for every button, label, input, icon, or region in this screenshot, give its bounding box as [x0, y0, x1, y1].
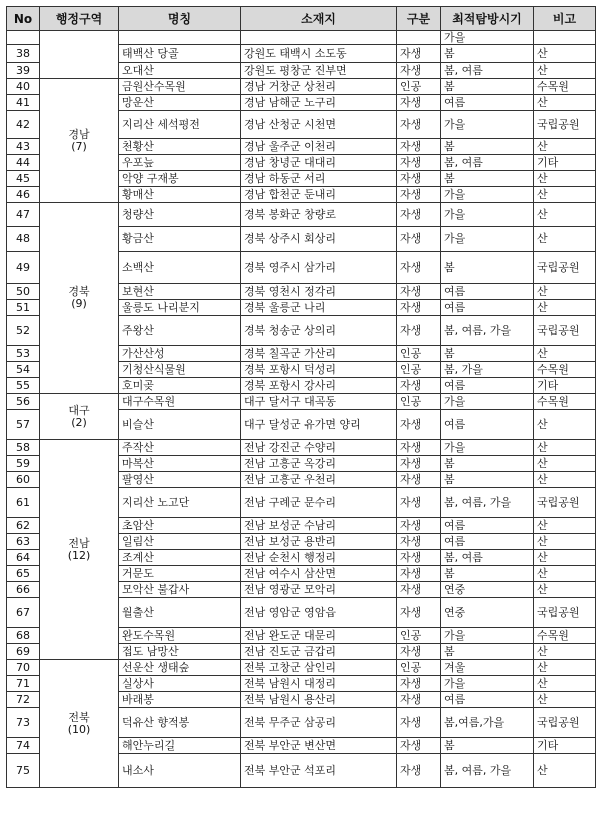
- place-location: 전남 고흥군 우천리: [241, 472, 397, 488]
- place-note: 산: [534, 227, 596, 252]
- place-name: 황매산: [119, 187, 241, 203]
- region-cell: [40, 203, 119, 394]
- place-name: 완도수목원: [119, 628, 241, 644]
- best-season: 여름: [441, 378, 534, 394]
- place-type: 자생: [397, 316, 441, 346]
- header-no: No: [7, 7, 40, 31]
- table-row: [7, 660, 596, 676]
- place-name: 모악산 불갑사: [119, 582, 241, 598]
- place-note: 기타: [534, 378, 596, 394]
- place-type: 자생: [397, 754, 441, 788]
- place-name: 바래봉: [119, 692, 241, 708]
- place-name: 선운산 생태숲: [119, 660, 241, 676]
- place-location: 경북 포항시 강사리: [241, 378, 397, 394]
- region-cell: [40, 660, 119, 788]
- place-type: 자생: [397, 566, 441, 582]
- place-name: 금원산수목원: [119, 79, 241, 95]
- place-location: 경북 포항시 덕성리: [241, 362, 397, 378]
- place-note: 수목원: [534, 362, 596, 378]
- place-type: 자생: [397, 155, 441, 171]
- region-cell: [40, 79, 119, 203]
- place-name: 망운산: [119, 95, 241, 111]
- row-no: 44: [7, 155, 40, 171]
- place-location: 경북 영천시 정각리: [241, 284, 397, 300]
- place-type: 자생: [397, 582, 441, 598]
- place-name: 주왕산: [119, 316, 241, 346]
- place-location: 대구 달성군 유가면 양리: [241, 410, 397, 440]
- place-type: 자생: [397, 252, 441, 284]
- place-location: 전남 순천시 행정리: [241, 550, 397, 566]
- place-name: 내소사: [119, 754, 241, 788]
- best-season: 봄: [441, 472, 534, 488]
- place-note: 국립공원: [534, 488, 596, 518]
- region-cell: [40, 31, 119, 79]
- row-no: 58: [7, 440, 40, 456]
- place-type: 자생: [397, 227, 441, 252]
- place-name: 실상사: [119, 676, 241, 692]
- place-location: 경남 울주군 이천리: [241, 139, 397, 155]
- place-name: 천황산: [119, 139, 241, 155]
- region-count: (12): [67, 548, 91, 562]
- place-note: 산: [534, 644, 596, 660]
- row-no: 55: [7, 378, 40, 394]
- header-note: 비고: [534, 7, 596, 31]
- place-type: 자생: [397, 45, 441, 63]
- row-no: 70: [7, 660, 40, 676]
- header-location: 소재지: [241, 7, 397, 31]
- row-no: 75: [7, 754, 40, 788]
- best-season: 봄, 가을: [441, 362, 534, 378]
- row-no: 50: [7, 284, 40, 300]
- best-season: 봄: [441, 566, 534, 582]
- row-no: 47: [7, 203, 40, 227]
- place-note: 산: [534, 440, 596, 456]
- place-name: 우포늪: [119, 155, 241, 171]
- place-name: 악양 구재봉: [119, 171, 241, 187]
- place-location: 경북 영주시 삼가리: [241, 252, 397, 284]
- place-name: 비슬산: [119, 410, 241, 440]
- place-note: 산: [534, 300, 596, 316]
- place-type: 자생: [397, 139, 441, 155]
- place-name: 조계산: [119, 550, 241, 566]
- place-type: 자생: [397, 95, 441, 111]
- place-name: 해안누리길: [119, 738, 241, 754]
- place-type: 인공: [397, 346, 441, 362]
- place-note: 산: [534, 534, 596, 550]
- row-no: 72: [7, 692, 40, 708]
- place-name: 팔영산: [119, 472, 241, 488]
- best-season: 여름: [441, 534, 534, 550]
- row-no: 59: [7, 456, 40, 472]
- place-note: 산: [534, 63, 596, 79]
- place-name: 주작산: [119, 440, 241, 456]
- best-season: 봄, 여름: [441, 155, 534, 171]
- row-no: 39: [7, 63, 40, 79]
- region-label: 대구: [68, 403, 90, 417]
- place-note: [534, 31, 596, 45]
- place-name: 울릉도 나리분지: [119, 300, 241, 316]
- row-no: 51: [7, 300, 40, 316]
- table-row: [7, 440, 596, 456]
- best-season: 봄: [441, 456, 534, 472]
- best-season: 가을: [441, 31, 534, 45]
- place-location: 전남 여수시 삼산면: [241, 566, 397, 582]
- region-count: (10): [67, 722, 91, 736]
- place-name: 거문도: [119, 566, 241, 582]
- row-no: 73: [7, 708, 40, 738]
- row-no: 52: [7, 316, 40, 346]
- best-season: 봄: [441, 738, 534, 754]
- row-no: 74: [7, 738, 40, 754]
- row-no: 71: [7, 676, 40, 692]
- row-no: 56: [7, 394, 40, 410]
- place-note: 산: [534, 676, 596, 692]
- place-note: 산: [534, 456, 596, 472]
- place-name: 월출산: [119, 598, 241, 628]
- place-location: 경북 상주시 회상리: [241, 227, 397, 252]
- best-season: 봄: [441, 79, 534, 95]
- place-type: 자생: [397, 456, 441, 472]
- place-type: 자생: [397, 187, 441, 203]
- place-type: 인공: [397, 362, 441, 378]
- place-location: 전남 강진군 수양리: [241, 440, 397, 456]
- place-location: 전북 부안군 변산면: [241, 738, 397, 754]
- place-note: 수목원: [534, 628, 596, 644]
- place-note: 산: [534, 284, 596, 300]
- best-season: 봄: [441, 644, 534, 660]
- place-name: 덕유산 향적봉: [119, 708, 241, 738]
- best-season: 여름: [441, 95, 534, 111]
- table-row: [7, 31, 596, 45]
- place-location: 강원도 태백시 소도동: [241, 45, 397, 63]
- place-location: 경남 산청군 시천면: [241, 111, 397, 139]
- place-type: 자생: [397, 410, 441, 440]
- row-no: 69: [7, 644, 40, 660]
- row-no: 65: [7, 566, 40, 582]
- place-type: 자생: [397, 203, 441, 227]
- place-type: 자생: [397, 598, 441, 628]
- place-type: 자생: [397, 440, 441, 456]
- place-type: 자생: [397, 300, 441, 316]
- best-season: 가을: [441, 676, 534, 692]
- place-location: 전남 보성군 용반리: [241, 534, 397, 550]
- place-location: 경남 합천군 둔내리: [241, 187, 397, 203]
- place-name: 청량산: [119, 203, 241, 227]
- row-no: 57: [7, 410, 40, 440]
- place-location: 전북 남원시 용산리: [241, 692, 397, 708]
- row-no: [7, 31, 40, 45]
- row-no: 68: [7, 628, 40, 644]
- place-note: 산: [534, 45, 596, 63]
- place-type: 자생: [397, 378, 441, 394]
- best-season: 봄: [441, 346, 534, 362]
- row-no: 49: [7, 252, 40, 284]
- region-count: (2): [71, 415, 87, 429]
- best-season: 가을: [441, 187, 534, 203]
- place-note: 산: [534, 566, 596, 582]
- best-season: 봄, 여름, 가을: [441, 488, 534, 518]
- place-type: 자생: [397, 550, 441, 566]
- best-season: 가을: [441, 394, 534, 410]
- row-no: 66: [7, 582, 40, 598]
- place-location: 경남 하동군 서리: [241, 171, 397, 187]
- place-note: 국립공원: [534, 708, 596, 738]
- best-season: 여름: [441, 518, 534, 534]
- place-note: 기타: [534, 738, 596, 754]
- place-location: 강원도 평창군 진부면: [241, 63, 397, 79]
- place-note: 국립공원: [534, 316, 596, 346]
- place-type: 자생: [397, 472, 441, 488]
- place-name: 황금산: [119, 227, 241, 252]
- place-location: 전남 고흥군 옥강리: [241, 456, 397, 472]
- place-type: 인공: [397, 394, 441, 410]
- place-type: 자생: [397, 534, 441, 550]
- place-type: 자생: [397, 111, 441, 139]
- place-type: 자생: [397, 676, 441, 692]
- place-note: 산: [534, 550, 596, 566]
- place-location: 경남 남해군 노구리: [241, 95, 397, 111]
- table-row: [7, 79, 596, 95]
- row-no: 43: [7, 139, 40, 155]
- row-no: 41: [7, 95, 40, 111]
- place-note: 산: [534, 518, 596, 534]
- best-season: 연중: [441, 598, 534, 628]
- row-no: 67: [7, 598, 40, 628]
- place-name: 대구수목원: [119, 394, 241, 410]
- place-name: 태백산 당골: [119, 45, 241, 63]
- place-location: [241, 31, 397, 45]
- best-season: 봄: [441, 45, 534, 63]
- place-location: 대구 달서구 대곡동: [241, 394, 397, 410]
- place-type: 자생: [397, 518, 441, 534]
- place-note: 국립공원: [534, 252, 596, 284]
- row-no: 61: [7, 488, 40, 518]
- best-season: 봄,여름,가을: [441, 708, 534, 738]
- best-season: 봄, 여름, 가을: [441, 316, 534, 346]
- place-name: 보현산: [119, 284, 241, 300]
- header-type: 구분: [397, 7, 441, 31]
- place-name: 호미곶: [119, 378, 241, 394]
- place-note: 기타: [534, 155, 596, 171]
- place-location: 전북 고창군 삼인리: [241, 660, 397, 676]
- best-season: 가을: [441, 440, 534, 456]
- best-season: 봄, 여름: [441, 550, 534, 566]
- table-row: [7, 203, 596, 227]
- row-no: 63: [7, 534, 40, 550]
- best-season: 여름: [441, 300, 534, 316]
- place-note: 산: [534, 171, 596, 187]
- region-cell: [40, 440, 119, 660]
- place-name: 초암산: [119, 518, 241, 534]
- best-season: 여름: [441, 692, 534, 708]
- place-type: 자생: [397, 708, 441, 738]
- place-note: 산: [534, 410, 596, 440]
- row-no: 62: [7, 518, 40, 534]
- place-location: 전북 부안군 석포리: [241, 754, 397, 788]
- place-type: 인공: [397, 660, 441, 676]
- place-type: 자생: [397, 284, 441, 300]
- header-region: 행정구역: [40, 7, 119, 31]
- row-no: 64: [7, 550, 40, 566]
- place-name: 지리산 노고단: [119, 488, 241, 518]
- header-season: 최적탐방시기: [441, 7, 534, 31]
- place-note: 수목원: [534, 79, 596, 95]
- place-name: 마복산: [119, 456, 241, 472]
- best-season: 봄: [441, 139, 534, 155]
- row-no: 48: [7, 227, 40, 252]
- place-location: 경북 청송군 상의리: [241, 316, 397, 346]
- place-name: 일림산: [119, 534, 241, 550]
- table-row: [7, 394, 596, 410]
- place-location: 전북 무주군 삼공리: [241, 708, 397, 738]
- place-location: 전남 영광군 모악리: [241, 582, 397, 598]
- data-table: [6, 6, 596, 788]
- region-cell: [40, 394, 119, 440]
- place-location: 경북 봉화군 창량로: [241, 203, 397, 227]
- place-type: 인공: [397, 628, 441, 644]
- best-season: 여름: [441, 284, 534, 300]
- region-count: (9): [71, 297, 87, 310]
- place-note: 수목원: [534, 394, 596, 410]
- place-note: 산: [534, 187, 596, 203]
- place-name: 소백산: [119, 252, 241, 284]
- row-no: 46: [7, 187, 40, 203]
- place-type: 자생: [397, 738, 441, 754]
- header-row: [7, 7, 596, 31]
- region-label: 경북: [68, 285, 90, 298]
- place-name: 오대산: [119, 63, 241, 79]
- row-no: 53: [7, 346, 40, 362]
- region-label: 전남: [68, 536, 90, 550]
- place-type: 인공: [397, 79, 441, 95]
- place-location: 전북 남원시 대정리: [241, 676, 397, 692]
- row-no: 38: [7, 45, 40, 63]
- best-season: 봄, 여름, 가을: [441, 754, 534, 788]
- place-note: 산: [534, 472, 596, 488]
- header-name: 명칭: [119, 7, 241, 31]
- row-no: 42: [7, 111, 40, 139]
- place-type: 자생: [397, 171, 441, 187]
- place-note: 국립공원: [534, 111, 596, 139]
- row-no: 45: [7, 171, 40, 187]
- place-note: 산: [534, 754, 596, 788]
- region-label: 전북: [68, 710, 90, 724]
- place-name: 지리산 세석평전: [119, 111, 241, 139]
- best-season: 가을: [441, 111, 534, 139]
- best-season: 가을: [441, 203, 534, 227]
- place-name: 가산산성: [119, 346, 241, 362]
- best-season: 연중: [441, 582, 534, 598]
- place-note: 산: [534, 692, 596, 708]
- place-location: 전남 완도군 대문리: [241, 628, 397, 644]
- row-no: 60: [7, 472, 40, 488]
- place-type: 자생: [397, 63, 441, 79]
- best-season: 여름: [441, 410, 534, 440]
- place-location: 경북 칠곡군 가산리: [241, 346, 397, 362]
- table-body: [7, 31, 596, 788]
- place-location: 전남 보성군 수남리: [241, 518, 397, 534]
- best-season: 겨울: [441, 660, 534, 676]
- place-name: 기청산식물원: [119, 362, 241, 378]
- row-no: 40: [7, 79, 40, 95]
- place-name: 접도 남망산: [119, 644, 241, 660]
- place-type: 자생: [397, 644, 441, 660]
- best-season: 가을: [441, 628, 534, 644]
- place-note: 국립공원: [534, 598, 596, 628]
- best-season: 봄, 여름: [441, 63, 534, 79]
- place-name: [119, 31, 241, 45]
- place-type: [397, 31, 441, 45]
- place-location: 경북 울릉군 나리: [241, 300, 397, 316]
- place-location: 경남 창녕군 대대리: [241, 155, 397, 171]
- best-season: 가을: [441, 227, 534, 252]
- place-note: 산: [534, 203, 596, 227]
- place-note: 산: [534, 95, 596, 111]
- row-no: 54: [7, 362, 40, 378]
- place-location: 전남 구례군 문수리: [241, 488, 397, 518]
- place-location: 경남 거창군 상천리: [241, 79, 397, 95]
- place-location: 전남 영암군 영암읍: [241, 598, 397, 628]
- place-note: 산: [534, 582, 596, 598]
- place-note: 산: [534, 346, 596, 362]
- place-note: 산: [534, 660, 596, 676]
- place-type: 자생: [397, 692, 441, 708]
- best-season: 봄: [441, 252, 534, 284]
- region-count: (7): [71, 139, 87, 153]
- place-note: 산: [534, 139, 596, 155]
- region-label: 경남: [68, 127, 90, 141]
- best-season: 봄: [441, 171, 534, 187]
- place-location: 전남 진도군 금갑리: [241, 644, 397, 660]
- place-type: 자생: [397, 488, 441, 518]
